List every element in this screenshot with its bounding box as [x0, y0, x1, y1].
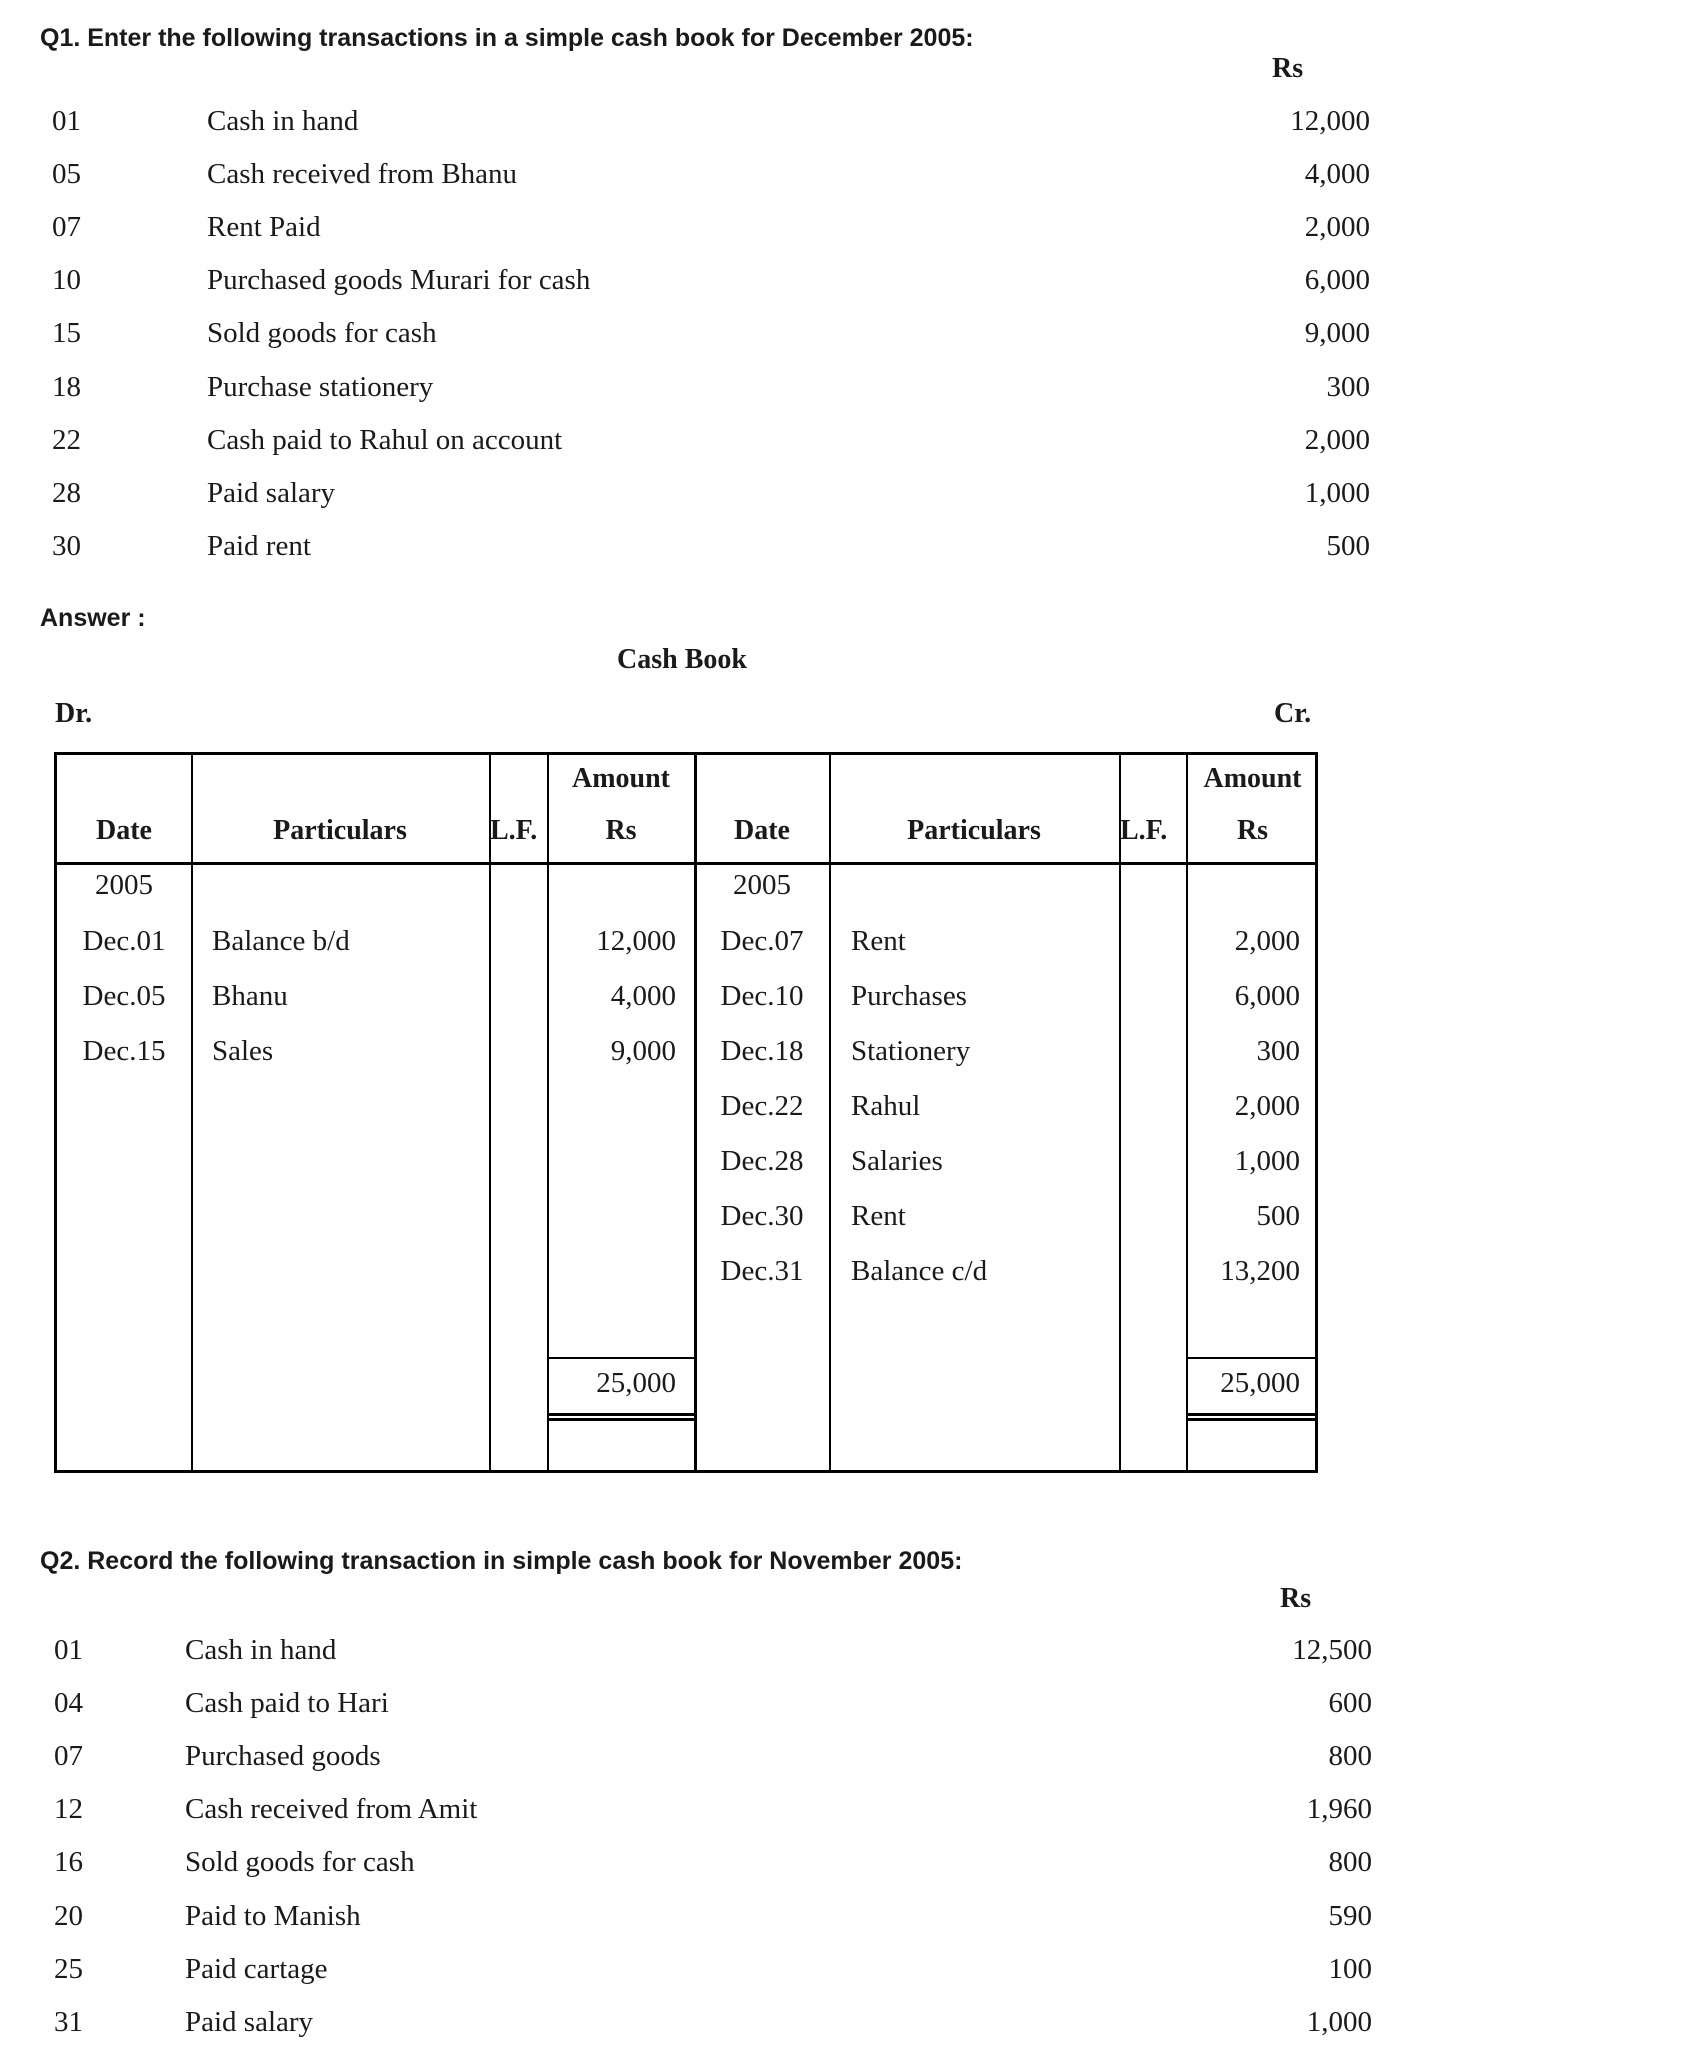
q1-transaction-description: Cash received from Bhanu: [207, 158, 518, 191]
credit-entry-particulars: Stationery: [851, 1035, 971, 1067]
q2-transaction-description: Cash paid to Hari: [185, 1687, 389, 1720]
debit-entry-particulars: Sales: [212, 1035, 274, 1067]
credit-entry-date: Dec.22: [720, 1090, 804, 1122]
q1-transaction-description: Cash paid to Rahul on account: [207, 423, 563, 456]
q2-title: Q2. Record the following transaction in simple cash book for November 2005:: [40, 1547, 963, 1575]
q1-transaction-day: 18: [52, 370, 81, 403]
credit-entry-particulars: Rent: [851, 1200, 906, 1232]
credit-entry-date: Dec.18: [720, 1035, 804, 1067]
credit-lf-header: L.F.: [1120, 815, 1168, 846]
credit-amount-unit-header: Rs: [1236, 815, 1269, 846]
credit-entry-date: Dec.10: [720, 980, 804, 1012]
q2-transaction-day: 20: [54, 1899, 83, 1932]
q2-transaction-day: 07: [54, 1740, 83, 1773]
q1-title: Q1. Enter the following transactions in a simple cash book for December 2005:: [40, 24, 974, 52]
q2-transaction-description: Cash in hand: [185, 1634, 337, 1666]
q1-transaction-amount: 2,000: [1304, 423, 1370, 456]
q1-transaction-amount: 4,000: [1304, 158, 1370, 191]
debit-entry-date: Dec.05: [82, 980, 166, 1012]
cr-label: Cr.: [1274, 698, 1312, 729]
credit-entry-date: Dec.31: [720, 1255, 804, 1287]
q2-transaction-day: 04: [54, 1687, 83, 1720]
credit-entry-amount: 2,000: [1234, 925, 1300, 957]
q2-transaction-description: Paid cartage: [185, 1952, 328, 1985]
q2-transaction-amount: 800: [1328, 1846, 1372, 1879]
q2-transaction-day: 12: [54, 1793, 83, 1826]
q2-transaction-amount: 1,000: [1306, 2005, 1372, 2038]
q1-transaction-amount: 1,000: [1304, 476, 1370, 509]
q1-transaction-day: 30: [52, 529, 81, 562]
debit-entry-particulars: Balance b/d: [212, 925, 350, 957]
debit-double-rule: [548, 1418, 694, 1421]
credit-double-rule: [1187, 1413, 1318, 1416]
q1-transaction-day: 28: [52, 476, 81, 509]
q1-transaction-amount: 12,000: [1290, 105, 1370, 137]
credit-entry-date: Dec.30: [720, 1200, 804, 1232]
q1-transaction-day: 10: [52, 264, 81, 297]
q2-transaction-description: Paid to Manish: [185, 1899, 361, 1932]
credit-entry-particulars: Rahul: [851, 1090, 921, 1122]
header-rule: [57, 862, 1315, 865]
q1-currency-header: Rs: [1272, 53, 1304, 84]
q2-transaction-amount: 590: [1328, 1899, 1372, 1932]
q2-transaction-amount: 100: [1328, 1952, 1372, 1985]
credit-amount-header: Amount: [1203, 763, 1302, 794]
q1-transaction-description: Paid salary: [207, 476, 336, 509]
debit-entry-amount: 12,000: [596, 925, 676, 957]
q1-transaction-day: 15: [52, 317, 81, 350]
q1-transaction-amount: 500: [1326, 529, 1370, 562]
q1-transaction-description: Rent Paid: [207, 211, 321, 244]
q1-transaction-day: 22: [52, 423, 81, 456]
debit-entry-date: Dec.01: [82, 925, 166, 957]
q2-transaction-description: Sold goods for cash: [185, 1846, 415, 1879]
q2-transaction-description: Purchased goods: [185, 1740, 381, 1773]
credit-entry-amount: 6,000: [1234, 980, 1300, 1012]
q2-currency-header: Rs: [1280, 1583, 1312, 1614]
q1-transaction-description: Cash in hand: [207, 105, 359, 137]
credit-double-rule: [1187, 1418, 1318, 1421]
debit-particulars-header: Particulars: [273, 815, 407, 846]
q1-transaction-day: 01: [52, 105, 81, 137]
q2-transaction-day: 16: [54, 1846, 83, 1879]
credit-date-header: Date: [734, 815, 790, 846]
debit-double-rule: [548, 1413, 694, 1416]
debit-date-header: Date: [96, 815, 152, 846]
cash-book-title: Cash Book: [617, 644, 747, 675]
credit-entry-particulars: Purchases: [851, 980, 967, 1012]
credit-total-rule: [1187, 1357, 1318, 1359]
debit-amount-header: Amount: [571, 763, 670, 794]
debit-entry-amount: 9,000: [610, 1035, 676, 1067]
credit-entry-particulars: Rent: [851, 925, 906, 957]
credit-entry-amount: 300: [1256, 1035, 1300, 1067]
q2-transaction-description: Paid salary: [185, 2005, 314, 2038]
q1-transaction-amount: 6,000: [1304, 264, 1370, 297]
q1-transaction-day: 05: [52, 158, 81, 191]
debit-total: 25,000: [596, 1367, 676, 1399]
cash-book-table: [54, 752, 1318, 1473]
credit-entry-date: Dec.28: [720, 1145, 804, 1177]
debit-lf-header: L.F.: [490, 815, 538, 846]
q2-transaction-amount: 1,960: [1306, 1793, 1372, 1826]
q1-transaction-description: Purchase stationery: [207, 370, 434, 403]
credit-entry-date: Dec.07: [720, 925, 804, 957]
q1-transaction-description: Purchased goods Murari for cash: [207, 264, 591, 297]
debit-entry-date: Dec.15: [82, 1035, 166, 1067]
q1-transaction-description: Sold goods for cash: [207, 317, 437, 350]
q1-transaction-amount: 2,000: [1304, 211, 1370, 244]
q1-transaction-day: 07: [52, 211, 81, 244]
credit-particulars-header: Particulars: [907, 815, 1041, 846]
credit-year: 2005: [733, 869, 791, 901]
debit-year: 2005: [95, 869, 153, 901]
answer-label: Answer :: [40, 604, 146, 632]
debit-entry-particulars: Bhanu: [212, 980, 288, 1012]
q1-transaction-amount: 9,000: [1304, 317, 1370, 350]
q2-transaction-amount: 12,500: [1292, 1634, 1372, 1666]
q2-transaction-description: Cash received from Amit: [185, 1793, 478, 1826]
credit-entry-particulars: Balance c/d: [851, 1255, 988, 1287]
debit-entry-amount: 4,000: [610, 980, 676, 1012]
q2-transaction-amount: 600: [1328, 1687, 1372, 1720]
credit-entry-amount: 500: [1256, 1200, 1300, 1232]
credit-entry-amount: 1,000: [1234, 1145, 1300, 1177]
q1-transaction-amount: 300: [1326, 370, 1370, 403]
credit-entry-amount: 2,000: [1234, 1090, 1300, 1122]
q2-transaction-day: 25: [54, 1952, 83, 1985]
credit-entry-amount: 13,200: [1220, 1255, 1300, 1287]
credit-total: 25,000: [1220, 1367, 1300, 1399]
debit-amount-unit-header: Rs: [605, 815, 637, 846]
q1-transaction-description: Paid rent: [207, 529, 311, 562]
q2-transaction-day: 31: [54, 2005, 83, 2038]
q2-transaction-amount: 800: [1328, 1740, 1372, 1773]
dr-label: Dr.: [55, 698, 93, 729]
q2-transaction-day: 01: [54, 1634, 83, 1666]
debit-total-rule: [548, 1357, 694, 1359]
credit-entry-particulars: Salaries: [851, 1145, 943, 1177]
